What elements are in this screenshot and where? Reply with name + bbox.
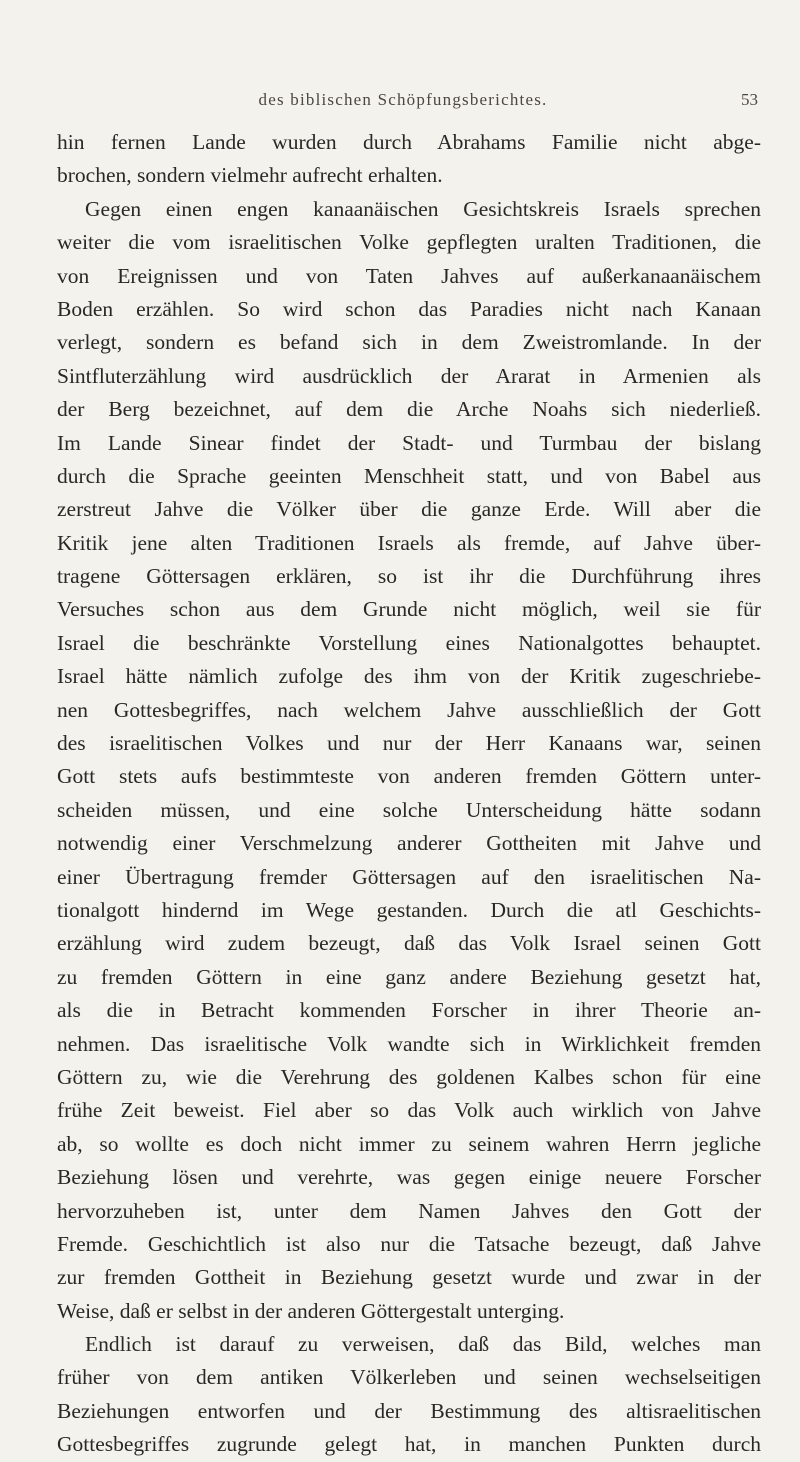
text-line: einer Übertragung fremder Göttersagen auf den israelitischen Na- [57, 864, 761, 889]
text-line: nen Gottesbegriffes, nach welchem Jahve ausschließlich der Gott [57, 697, 761, 722]
text-line: Endlich ist darauf zu verweisen, daß das Bild, welches man [85, 1332, 761, 1357]
text-line: hin fernen Lande wurden durch Abrahams Familie nicht abge- [57, 130, 761, 154]
text-line: zur fremden Gottheit in Beziehung gesetzt wurde und zwar in der [57, 1265, 761, 1290]
text-line: früher von dem antiken Völkerleben und seinen wechselseitigen [57, 1365, 761, 1390]
text-line: Versuches schon aus dem Grunde nicht möglich, weil sie für [57, 597, 761, 622]
text-line: als die in Betracht kommenden Forscher in ihrer Theorie an- [57, 998, 761, 1023]
running-head [48, 90, 758, 114]
text-line: Gott stets aufs bestimmteste von anderen fremden Göttern unter- [57, 764, 761, 789]
page-number: 53 [741, 90, 758, 109]
text-line: tionalgott hindernd im Wege gestanden. Durch die atl Geschichts- [57, 897, 761, 922]
text-line: Israel die beschränkte Vorstellung eines Nationalgottes behauptet. [57, 630, 761, 655]
text-line: ab, so wollte es doch nicht immer zu seinem wahren Herrn jegliche [57, 1131, 761, 1156]
text-line: brochen, sondern vielmehr aufrecht erhalten. [57, 163, 443, 188]
text-line: Kritik jene alten Traditionen Israels als fremde, auf Jahve über- [57, 530, 761, 555]
text-line: durch die Sprache geeinten Menschheit statt, und von Babel aus [57, 463, 761, 488]
text-line: Im Lande Sinear findet der Stadt- und Turmbau der bislang [57, 430, 761, 455]
text-line: des israelitischen Volkes und nur der Herr Kanaans war, seinen [57, 731, 761, 756]
text-line: Beziehung lösen und verehrte, was gegen einige neuere Forscher [57, 1165, 761, 1190]
text-line: tragene Göttersagen erklären, so ist ihr die Durchführung ihres [57, 564, 761, 589]
text-line: Gegen einen engen kanaanäischen Gesichtskreis Israels sprechen [85, 196, 761, 221]
text-line: Weise, daß er selbst in der anderen Göttergestalt unterging. [57, 1298, 565, 1323]
text-line: der Berg bezeichnet, auf dem die Arche Noahs sich niederließ. [57, 397, 761, 422]
text-line: scheiden müssen, und eine solche Unterscheidung hätte sodann [57, 797, 761, 822]
text-line: Fremde. Geschichtlich ist also nur die Tatsache bezeugt, daß Jahve [57, 1231, 761, 1256]
text-line: Beziehungen entworfen und der Bestimmung des altisraelitischen [57, 1398, 761, 1423]
text-line: erzählung wird zudem bezeugt, daß das Volk Israel seinen Gott [57, 931, 761, 956]
text-line: frühe Zeit beweist. Fiel aber so das Volk auch wirklich von Jahve [57, 1098, 761, 1123]
text-line: zu fremden Göttern in eine ganz andere Beziehung gesetzt hat, [57, 964, 761, 989]
text-line: hervorzuheben ist, unter dem Namen Jahves den Gott der [57, 1198, 761, 1223]
text-line: Sintfluterzählung wird ausdrücklich der Ararat in Armenien als [57, 363, 761, 388]
running-title: des biblischen Schöpfungsberichtes. [258, 90, 548, 109]
text-line: Israel hätte nämlich zufolge des ihm von der Kritik zugeschriebe- [57, 664, 761, 689]
text-line: nehmen. Das israelitische Volk wandte sich in Wirklichkeit fremden [57, 1031, 761, 1056]
text-line: verlegt, sondern es befand sich in dem Zweistromlande. In der [57, 330, 761, 355]
text-line: notwendig einer Verschmelzung anderer Gottheiten mit Jahve und [57, 831, 761, 856]
text-line: weiter die vom israelitischen Volke gepflegten uralten Traditionen, die [57, 230, 761, 255]
text-line: Gottesbegriffes zugrunde gelegt hat, in manchen Punkten durch [57, 1432, 761, 1457]
text-line: von Ereignissen und von Taten Jahves auf außerkanaanäischem [57, 263, 761, 288]
text-line: Göttern zu, wie die Verehrung des goldenen Kalbes schon für eine [57, 1064, 761, 1089]
text-line: Boden erzählen. So wird schon das Paradies nicht nach Kanaan [57, 296, 761, 321]
body-text [57, 126, 761, 1462]
text-line: zerstreut Jahve die Völker über die ganze Erde. Will aber die [57, 497, 761, 522]
